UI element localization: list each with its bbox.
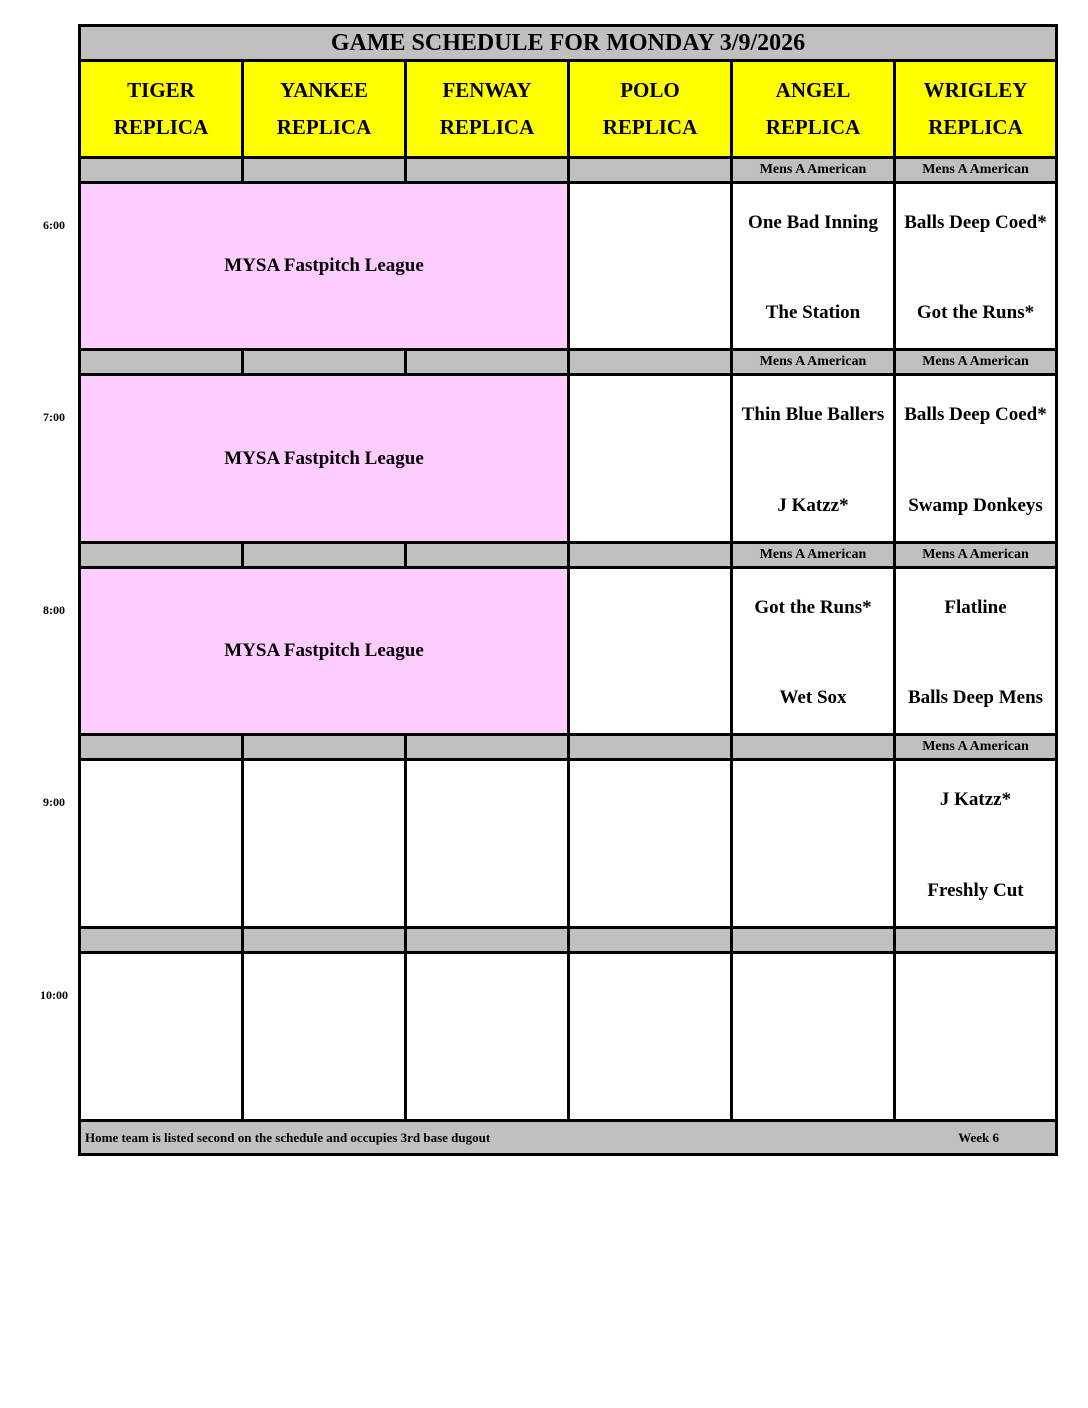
field-type: REPLICA xyxy=(276,115,372,139)
empty-slot xyxy=(893,951,1058,1122)
field-type: REPLICA xyxy=(765,115,861,139)
empty-slot xyxy=(241,758,407,929)
empty-slot xyxy=(241,951,407,1122)
division-bar xyxy=(78,348,244,376)
field-name: YANKEE xyxy=(280,78,368,102)
home-team: The Station xyxy=(765,302,861,323)
league-block: MYSA Fastpitch League xyxy=(78,566,570,736)
division-bar xyxy=(78,926,244,954)
home-team: Balls Deep Mens xyxy=(907,687,1044,708)
time-label-6: 6:00 xyxy=(43,218,65,232)
away-team: Thin Blue Ballers xyxy=(741,404,885,425)
division-label: Mens A American xyxy=(893,541,1058,569)
field-type: REPLICA xyxy=(113,115,209,139)
division-bar xyxy=(730,733,896,761)
field-name: POLO xyxy=(620,78,680,102)
time-label-7: 7:00 xyxy=(43,410,65,424)
division-bar xyxy=(241,348,407,376)
division-bar xyxy=(78,156,244,184)
away-team: Balls Deep Coed* xyxy=(904,404,1047,425)
away-team: One Bad Inning xyxy=(748,212,878,233)
division-bar xyxy=(567,541,733,569)
field-name: WRIGLEY xyxy=(923,78,1028,102)
division-bar xyxy=(241,541,407,569)
schedule-title: GAME SCHEDULE FOR MONDAY 3/9/2026 xyxy=(78,24,1058,62)
game-cell xyxy=(893,758,1058,929)
division-bar xyxy=(567,733,733,761)
division-bar xyxy=(567,348,733,376)
division-label: Mens A American xyxy=(893,348,1058,376)
game-cell xyxy=(730,566,896,736)
empty-slot xyxy=(567,758,733,929)
field-header-yankee xyxy=(241,59,407,159)
field-header-fenway xyxy=(404,59,570,159)
field-type: REPLICA xyxy=(928,115,1023,139)
home-team: Got the Runs* xyxy=(916,302,1035,323)
time-label-8: 8:00 xyxy=(43,603,65,617)
away-team: Flatline xyxy=(944,597,1007,618)
field-header-angel xyxy=(730,59,896,159)
empty-slot xyxy=(78,951,244,1122)
home-team: Swamp Donkeys xyxy=(908,495,1043,516)
division-bar xyxy=(404,541,570,569)
division-bar xyxy=(241,156,407,184)
division-bar xyxy=(241,733,407,761)
empty-slot xyxy=(730,758,896,929)
empty-slot xyxy=(730,951,896,1122)
division-label: Mens A American xyxy=(730,156,896,184)
field-header-tiger xyxy=(78,59,244,159)
division-bar xyxy=(404,926,570,954)
empty-slot xyxy=(567,181,733,351)
division-bar xyxy=(567,156,733,184)
away-team: Balls Deep Coed* xyxy=(904,212,1047,233)
away-team: J Katzz* xyxy=(939,789,1012,810)
schedule-footer xyxy=(78,1119,1058,1156)
field-header-wrigley xyxy=(893,59,1058,159)
division-label: Mens A American xyxy=(730,541,896,569)
division-label: Mens A American xyxy=(893,733,1058,761)
field-name: FENWAY xyxy=(442,78,532,102)
division-label: Mens A American xyxy=(730,348,896,376)
field-name: ANGEL xyxy=(775,78,851,102)
division-bar xyxy=(404,348,570,376)
field-type: REPLICA xyxy=(602,115,698,139)
empty-slot xyxy=(404,951,570,1122)
division-bar xyxy=(78,541,244,569)
division-bar xyxy=(730,926,896,954)
division-bar xyxy=(567,926,733,954)
game-cell xyxy=(893,566,1058,736)
game-cell xyxy=(893,373,1058,544)
empty-slot xyxy=(567,373,733,544)
empty-slot xyxy=(404,758,570,929)
division-label: Mens A American xyxy=(893,156,1058,184)
division-bar xyxy=(78,733,244,761)
field-header-polo xyxy=(567,59,733,159)
schedule-grid xyxy=(78,24,1058,1156)
home-team: Freshly Cut xyxy=(927,880,1024,901)
game-cell xyxy=(893,181,1058,351)
empty-slot xyxy=(78,758,244,929)
time-label-9: 9:00 xyxy=(43,795,65,809)
home-team-note: Home team is listed second on the schedule and occupies 3rd base dugout xyxy=(85,1129,491,1145)
field-type: REPLICA xyxy=(439,115,535,139)
time-label-10: 10:00 xyxy=(40,988,68,1002)
division-bar xyxy=(893,926,1058,954)
week-label: Week 6 xyxy=(958,1129,999,1145)
division-bar xyxy=(404,156,570,184)
empty-slot xyxy=(567,566,733,736)
league-block: MYSA Fastpitch League xyxy=(78,373,570,544)
field-name: TIGER xyxy=(127,78,195,102)
game-cell xyxy=(730,373,896,544)
division-bar xyxy=(404,733,570,761)
league-block: MYSA Fastpitch League xyxy=(78,181,570,351)
game-cell xyxy=(730,181,896,351)
home-team: J Katzz* xyxy=(777,495,849,516)
home-team: Wet Sox xyxy=(779,687,847,708)
division-bar xyxy=(241,926,407,954)
away-team: Got the Runs* xyxy=(754,597,872,618)
empty-slot xyxy=(567,951,733,1122)
